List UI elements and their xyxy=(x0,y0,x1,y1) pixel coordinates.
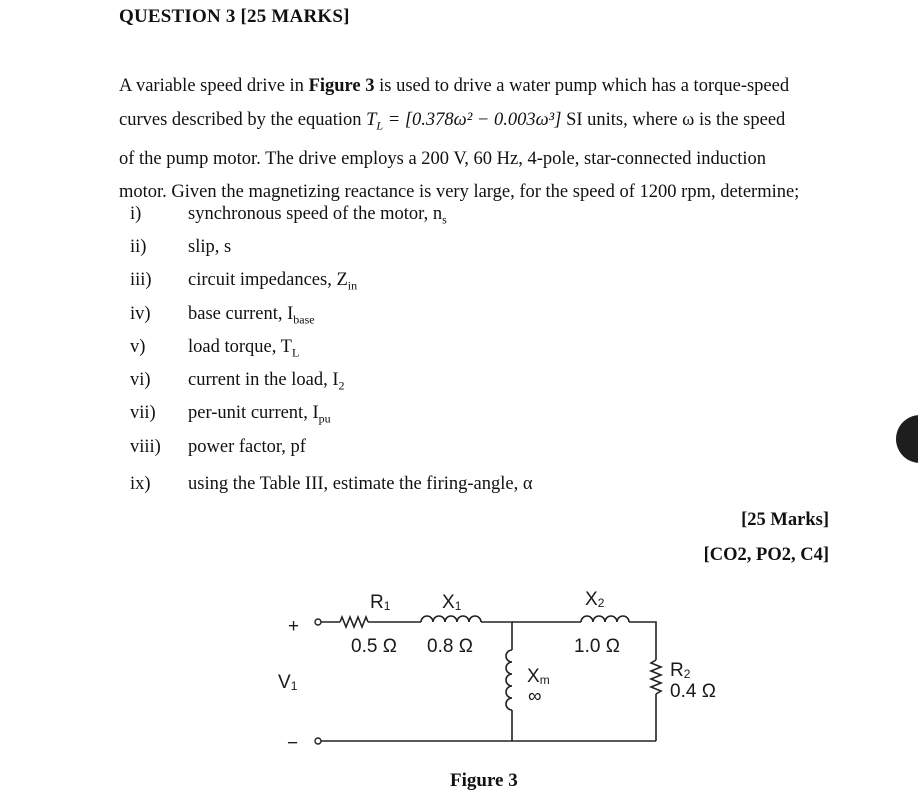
r2-value: 0.4 Ω xyxy=(670,681,716,702)
item-text-main: current in the load, I xyxy=(188,370,339,390)
v1-label-text: V xyxy=(278,672,291,693)
x2-value: 1.0 Ω xyxy=(574,636,620,657)
circuit-wires xyxy=(321,616,661,741)
item-text-main: synchronous speed of the motor, n xyxy=(188,204,443,224)
x1-label-sub: 1 xyxy=(454,599,462,613)
item-text-main: per-unit current, I xyxy=(188,403,319,423)
terminal-bottom xyxy=(315,738,321,744)
item-text-main: load torque, T xyxy=(188,337,292,357)
xm-label-sub: m xyxy=(539,673,550,687)
statement-line-3: of the pump motor. The drive employs a 200 V, 60 Hz, 4-pole, star-connected induction xyxy=(119,148,767,169)
item-text-main: base current, I xyxy=(188,304,294,324)
x2-inductor-symbol xyxy=(581,616,629,622)
item-text-main: slip, s xyxy=(188,237,232,257)
x1-label-text: X xyxy=(442,592,455,613)
wire-x2-r2 xyxy=(629,622,656,660)
torque-subscript: L xyxy=(376,118,384,133)
r2-resistor-symbol xyxy=(651,660,661,694)
item-text-main: using the Table III, estimate the firing-angle, α xyxy=(188,474,533,494)
statement-text: curves described by the equation xyxy=(119,109,367,130)
torque-symbol: T xyxy=(366,109,377,130)
v1-label xyxy=(278,672,298,693)
minus-sign: − xyxy=(287,733,299,754)
r1-value: 0.5 Ω xyxy=(351,636,397,657)
r1-label-text: R xyxy=(370,592,384,613)
statement-text: A variable speed drive in xyxy=(119,76,309,96)
item-text-subscript: 2 xyxy=(338,378,345,393)
r2-label xyxy=(670,660,691,681)
xm-inductor-symbol xyxy=(506,650,512,710)
v1-label-sub: 1 xyxy=(290,679,298,693)
statement-text: is used to drive a water pump which has a torque-speed xyxy=(374,76,790,96)
xm-label-text: X xyxy=(527,666,540,687)
x1-inductor-symbol xyxy=(421,616,481,622)
r1-label-sub: 1 xyxy=(383,599,391,613)
torque-expression: = [0.378ω² − 0.003ω³] xyxy=(383,109,562,130)
r2-label-text: R xyxy=(670,660,684,681)
r2-label-sub: 2 xyxy=(683,667,691,681)
item-text-main: circuit impedances, Z xyxy=(188,270,348,290)
item-number: ix) xyxy=(130,474,151,494)
item-number: i) xyxy=(130,204,142,224)
x1-label xyxy=(442,592,462,613)
marks-label: [25 Marks] xyxy=(741,510,829,530)
figure-caption: Figure 3 xyxy=(450,770,518,791)
item-text-subscript: s xyxy=(442,212,447,227)
figure-reference: Figure 3 xyxy=(308,76,375,96)
item-text-subscript: in xyxy=(347,278,358,293)
item-text-subscript: base xyxy=(293,312,315,327)
item-number: ii) xyxy=(130,237,147,257)
x1-value: 0.8 Ω xyxy=(427,636,473,657)
x2-label-text: X xyxy=(585,589,598,610)
item-number: v) xyxy=(130,337,146,357)
xm-label xyxy=(527,666,550,687)
xm-value: ∞ xyxy=(528,686,542,707)
outcomes-label: [CO2, PO2, C4] xyxy=(703,545,829,565)
plus-sign: + xyxy=(288,616,300,637)
item-number: viii) xyxy=(130,437,161,457)
item-number: iii) xyxy=(130,270,152,290)
item-text-subscript: pu xyxy=(318,411,331,426)
item-number: iv) xyxy=(130,304,151,324)
r1-resistor-symbol xyxy=(340,617,368,627)
item-number: vi) xyxy=(130,370,151,390)
statement-text: SI units, where ω is the speed xyxy=(561,109,786,130)
item-text-subscript: L xyxy=(291,345,300,360)
item-number: vii) xyxy=(130,403,156,423)
question-heading: QUESTION 3 [25 MARKS] xyxy=(119,6,350,27)
wire-x1-node xyxy=(481,622,512,650)
terminal-top xyxy=(315,619,321,625)
x2-label xyxy=(585,589,605,610)
statement-line-4: motor. Given the magnetizing reactance is very large, for the speed of 1200 rpm, determine; xyxy=(119,182,800,203)
r1-label xyxy=(370,592,391,613)
x2-label-sub: 2 xyxy=(597,596,605,610)
item-text-main: power factor, pf xyxy=(188,437,306,457)
